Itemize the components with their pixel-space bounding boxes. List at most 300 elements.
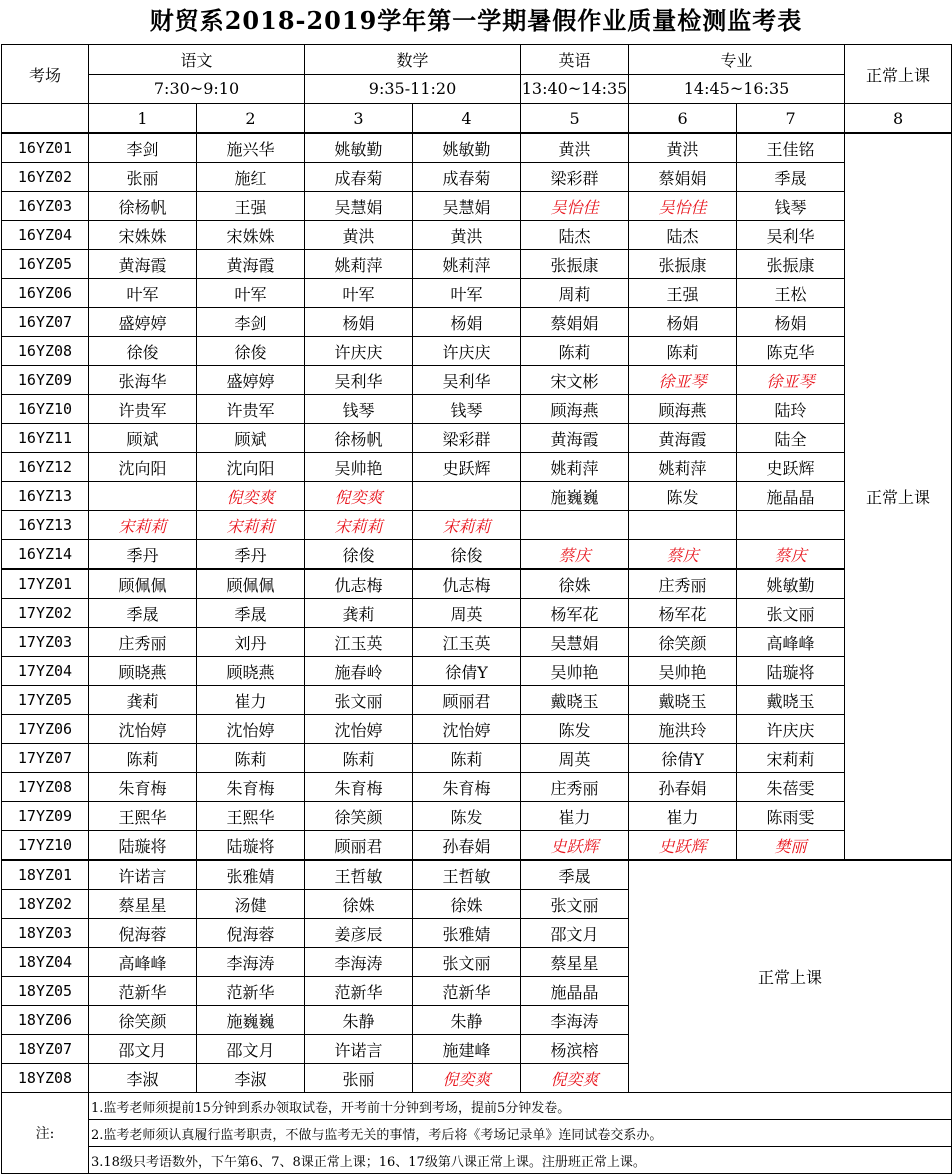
- proctor-cell: 朱育梅: [89, 773, 197, 802]
- proctor-cell: 张振康: [629, 250, 737, 279]
- subject-chinese: 语文: [89, 45, 305, 75]
- proctor-cell: 姚莉萍: [629, 453, 737, 482]
- room-code: 18YZ05: [2, 977, 89, 1006]
- proctor-cell: 施巍巍: [197, 1006, 305, 1035]
- proctor-cell: 沈向阳: [89, 453, 197, 482]
- room-code: 18YZ07: [2, 1035, 89, 1064]
- proctor-cell: 季晟: [197, 599, 305, 628]
- table-row: [2, 686, 952, 715]
- proctor-cell: 陈莉: [305, 744, 413, 773]
- room-code: 17YZ10: [2, 831, 89, 861]
- room-code: 16YZ03: [2, 192, 89, 221]
- proctor-cell: 施红: [197, 163, 305, 192]
- proctor-cell: 叶军: [89, 279, 197, 308]
- proctor-cell: [413, 482, 521, 511]
- proctor-cell: 范新华: [89, 977, 197, 1006]
- proctor-cell: 顾海燕: [629, 395, 737, 424]
- table-row: [2, 453, 952, 482]
- proctor-cell: 范新华: [305, 977, 413, 1006]
- proctor-cell: 许庆庆: [413, 337, 521, 366]
- proctor-cell: 徐亚琴: [737, 366, 845, 395]
- table-row: [2, 802, 952, 831]
- table-row: [2, 744, 952, 773]
- proctor-cell: 吴帅艳: [305, 453, 413, 482]
- table-row: [2, 308, 952, 337]
- proctor-cell: 陆璇将: [89, 831, 197, 861]
- period-number: 8: [845, 104, 952, 134]
- proctor-cell: 吴利华: [305, 366, 413, 395]
- proctor-cell: 姚敏勤: [413, 133, 521, 163]
- proctor-cell: 宋姝姝: [89, 221, 197, 250]
- proctor-cell: 许诺言: [89, 860, 197, 890]
- proctor-cell: 倪奕爽: [413, 1064, 521, 1093]
- room-code: 16YZ13: [2, 482, 89, 511]
- proctor-cell: 沈怡婷: [413, 715, 521, 744]
- proctor-cell: 宋莉莉: [197, 511, 305, 540]
- proctor-cell: 蔡娟娟: [629, 163, 737, 192]
- proctor-cell: 沈怡婷: [197, 715, 305, 744]
- table-row: [2, 628, 952, 657]
- proctor-cell: 仇志梅: [305, 569, 413, 599]
- proctor-cell: 王熙华: [89, 802, 197, 831]
- proctor-cell: 陈发: [413, 802, 521, 831]
- proctor-cell: 张海华: [89, 366, 197, 395]
- proctor-cell: 庄秀丽: [629, 569, 737, 599]
- table-row: [2, 540, 952, 570]
- proctor-cell: 施建峰: [413, 1035, 521, 1064]
- table-row: [2, 250, 952, 279]
- proctor-cell: 季丹: [197, 540, 305, 570]
- proctor-cell: 李海涛: [197, 948, 305, 977]
- proctor-cell: 顾佩佩: [197, 569, 305, 599]
- proctor-cell: 徐姝: [521, 569, 629, 599]
- subject-major: 专业: [629, 45, 845, 75]
- proctor-cell: 吴帅艳: [629, 657, 737, 686]
- proctor-cell: 顾斌: [89, 424, 197, 453]
- proctor-cell: 徐姝: [413, 890, 521, 919]
- proctor-cell: 李海涛: [305, 948, 413, 977]
- proctor-cell: 倪海蓉: [197, 919, 305, 948]
- proctor-cell: [629, 511, 737, 540]
- subject-math: 数学: [305, 45, 521, 75]
- proctor-cell: 张文丽: [521, 890, 629, 919]
- room-code: 16YZ04: [2, 221, 89, 250]
- proctor-cell: 徐笑颜: [629, 628, 737, 657]
- table-row: [2, 831, 952, 861]
- proctor-cell: 张文丽: [413, 948, 521, 977]
- proctor-cell: 张雅婧: [197, 860, 305, 890]
- proctor-cell: 徐杨帆: [89, 192, 197, 221]
- proctor-cell: 钱琴: [413, 395, 521, 424]
- proctor-cell: 徐姝: [305, 890, 413, 919]
- proctor-cell: 许庆庆: [305, 337, 413, 366]
- proctor-cell: 叶军: [197, 279, 305, 308]
- proctor-cell: 顾晓燕: [197, 657, 305, 686]
- table-row: [2, 221, 952, 250]
- proctor-cell: 朱育梅: [197, 773, 305, 802]
- period-number: 1: [89, 104, 197, 134]
- room-code: 17YZ05: [2, 686, 89, 715]
- proctor-cell: 张丽: [89, 163, 197, 192]
- proctor-cell: 杨军花: [521, 599, 629, 628]
- proctor-cell: 姚莉萍: [413, 250, 521, 279]
- table-row: [2, 337, 952, 366]
- table-row: [2, 860, 952, 890]
- proctor-cell: 顾丽君: [413, 686, 521, 715]
- proctor-cell: 黄海霞: [629, 424, 737, 453]
- proctor-cell: 沈怡婷: [89, 715, 197, 744]
- proctor-cell: 季晟: [737, 163, 845, 192]
- table-row: [2, 395, 952, 424]
- proctor-cell: 史跃辉: [413, 453, 521, 482]
- room-code: 18YZ04: [2, 948, 89, 977]
- proctor-cell: 徐笑颜: [305, 802, 413, 831]
- proctor-table: [1, 44, 952, 1174]
- proctor-cell: 杨娟: [737, 308, 845, 337]
- table-row: [2, 133, 952, 163]
- proctor-cell: 汤健: [197, 890, 305, 919]
- proctor-cell: 戴晓玉: [737, 686, 845, 715]
- period-number: 2: [197, 104, 305, 134]
- room-code: 18YZ06: [2, 1006, 89, 1035]
- proctor-cell: 戴晓玉: [629, 686, 737, 715]
- table-body: [2, 133, 952, 1093]
- proctor-cell: 黄洪: [413, 221, 521, 250]
- proctor-cell: 姚莉萍: [521, 453, 629, 482]
- room-code: 16YZ09: [2, 366, 89, 395]
- page-title: 财贸系2018-2019学年第一学期暑假作业质量检测监考表: [149, 6, 803, 35]
- proctor-cell: 徐倩Y: [413, 657, 521, 686]
- proctor-cell: 施晶晶: [521, 977, 629, 1006]
- proctor-cell: [521, 511, 629, 540]
- proctor-cell: 倪海蓉: [89, 919, 197, 948]
- room-header: 考场: [2, 45, 89, 104]
- notes-label: 注:: [2, 1093, 89, 1174]
- proctor-cell: 陆玲: [737, 395, 845, 424]
- proctor-cell: 徐俊: [89, 337, 197, 366]
- proctor-cell: 施晶晶: [737, 482, 845, 511]
- proctor-cell: 宋莉莉: [737, 744, 845, 773]
- proctor-cell: 徐杨帆: [305, 424, 413, 453]
- proctor-cell: 陈发: [629, 482, 737, 511]
- proctor-cell: 戴晓玉: [521, 686, 629, 715]
- proctor-cell: 徐俊: [305, 540, 413, 570]
- proctor-cell: 张振康: [521, 250, 629, 279]
- proctor-cell: 朱育梅: [305, 773, 413, 802]
- table-row: [2, 163, 952, 192]
- proctor-cell: 黄洪: [629, 133, 737, 163]
- proctor-cell: 陈克华: [737, 337, 845, 366]
- table-row: [2, 773, 952, 802]
- proctor-cell: 吴怡佳: [521, 192, 629, 221]
- proctor-cell: 姚敏勤: [305, 133, 413, 163]
- proctor-cell: 蔡庆: [629, 540, 737, 570]
- proctor-cell: 邵文月: [521, 919, 629, 948]
- proctor-cell: 顾斌: [197, 424, 305, 453]
- table-row: [2, 715, 952, 744]
- proctor-cell: 徐笑颜: [89, 1006, 197, 1035]
- proctor-cell: 朱静: [413, 1006, 521, 1035]
- room-code: 17YZ06: [2, 715, 89, 744]
- table-row: [2, 511, 952, 540]
- proctor-cell: 许贵军: [197, 395, 305, 424]
- room-code: 16YZ14: [2, 540, 89, 570]
- proctor-cell: 顾晓燕: [89, 657, 197, 686]
- time-chinese: 7:30~9:10: [89, 74, 305, 104]
- proctor-cell: 孙春娟: [629, 773, 737, 802]
- proctor-cell: 陈莉: [629, 337, 737, 366]
- proctor-cell: 蔡星星: [521, 948, 629, 977]
- table-row: [2, 569, 952, 599]
- room-code: 16YZ07: [2, 308, 89, 337]
- note-item: 2.监考老师须认真履行监考职责，不做与监考无关的事情，考后将《考场记录单》连同试卷交系办。: [89, 1120, 952, 1147]
- room-code: 17YZ07: [2, 744, 89, 773]
- proctor-cell: 朱静: [305, 1006, 413, 1035]
- room-code: 17YZ08: [2, 773, 89, 802]
- proctor-cell: 仇志梅: [413, 569, 521, 599]
- proctor-cell: 王熙华: [197, 802, 305, 831]
- table-row: [2, 279, 952, 308]
- table-row: [2, 366, 952, 395]
- proctor-cell: 史跃辉: [521, 831, 629, 861]
- proctor-cell: 陈雨雯: [737, 802, 845, 831]
- proctor-cell: 史跃辉: [629, 831, 737, 861]
- period-number: 4: [413, 104, 521, 134]
- proctor-cell: 徐亚琴: [629, 366, 737, 395]
- proctor-cell: 施洪玲: [629, 715, 737, 744]
- proctor-cell: 李海涛: [521, 1006, 629, 1035]
- proctor-cell: 吴利华: [737, 221, 845, 250]
- proctor-cell: 江玉英: [413, 628, 521, 657]
- proctor-cell: 宋莉莉: [305, 511, 413, 540]
- proctor-cell: 黄海霞: [197, 250, 305, 279]
- proctor-cell: 宋莉莉: [413, 511, 521, 540]
- proctor-cell: 周英: [413, 599, 521, 628]
- proctor-cell: 倪奕爽: [305, 482, 413, 511]
- proctor-cell: 季晟: [521, 860, 629, 890]
- proctor-cell: 张雅婧: [413, 919, 521, 948]
- proctor-cell: 倪奕爽: [197, 482, 305, 511]
- proctor-cell: 季晟: [89, 599, 197, 628]
- proctor-cell: 王强: [629, 279, 737, 308]
- proctor-cell: 叶军: [305, 279, 413, 308]
- proctor-cell: 陈莉: [197, 744, 305, 773]
- proctor-cell: 姚敏勤: [737, 569, 845, 599]
- room-code: 16YZ08: [2, 337, 89, 366]
- proctor-cell: [737, 511, 845, 540]
- proctor-cell: 许贵军: [89, 395, 197, 424]
- proctor-cell: 蔡庆: [521, 540, 629, 570]
- proctor-cell: 顾海燕: [521, 395, 629, 424]
- proctor-cell: 张文丽: [737, 599, 845, 628]
- proctor-cell: 宋莉莉: [89, 511, 197, 540]
- table-row: [2, 424, 952, 453]
- room-code: 16YZ11: [2, 424, 89, 453]
- proctor-cell: 盛婷婷: [89, 308, 197, 337]
- proctor-cell: 黄海霞: [521, 424, 629, 453]
- note-item: 1.监考老师须提前15分钟到系办领取试卷，开考前十分钟到考场，提前5分钟发卷。: [89, 1093, 952, 1120]
- proctor-cell: 徐倩Y: [629, 744, 737, 773]
- time-math: 9:35-11:20: [305, 74, 521, 104]
- room-code: 16YZ13: [2, 511, 89, 540]
- time-english: 13:40~14:35: [521, 74, 629, 104]
- proctor-cell: 陈莉: [413, 744, 521, 773]
- proctor-cell: 陈发: [521, 715, 629, 744]
- proctor-cell: 王哲敏: [305, 860, 413, 890]
- proctor-cell: 张振康: [737, 250, 845, 279]
- proctor-cell: 邵文月: [89, 1035, 197, 1064]
- normal-class-header: 正常上课: [845, 45, 952, 104]
- proctor-cell: 沈怡婷: [305, 715, 413, 744]
- period-blank: [2, 104, 89, 134]
- proctor-cell: 孙春娟: [413, 831, 521, 861]
- period-number: 5: [521, 104, 629, 134]
- proctor-cell: 梁彩群: [521, 163, 629, 192]
- proctor-cell: 陈莉: [521, 337, 629, 366]
- proctor-cell: 杨娟: [629, 308, 737, 337]
- proctor-cell: 高峰峰: [737, 628, 845, 657]
- proctor-cell: 顾丽君: [305, 831, 413, 861]
- proctor-cell: 沈向阳: [197, 453, 305, 482]
- proctor-cell: 朱蓓雯: [737, 773, 845, 802]
- proctor-cell: 吴怡佳: [629, 192, 737, 221]
- proctor-cell: 樊丽: [737, 831, 845, 861]
- proctor-cell: 施春岭: [305, 657, 413, 686]
- room-code: 18YZ01: [2, 860, 89, 890]
- normal-class-cell: 正常上课: [845, 133, 952, 860]
- proctor-cell: 崔力: [521, 802, 629, 831]
- proctor-cell: 蔡星星: [89, 890, 197, 919]
- period-number: 3: [305, 104, 413, 134]
- proctor-cell: 宋文彬: [521, 366, 629, 395]
- proctor-cell: 吴慧娟: [413, 192, 521, 221]
- room-code: 16YZ02: [2, 163, 89, 192]
- proctor-cell: 许庆庆: [737, 715, 845, 744]
- proctor-cell: 陆杰: [521, 221, 629, 250]
- proctor-cell: 杨军花: [629, 599, 737, 628]
- proctor-cell: 盛婷婷: [197, 366, 305, 395]
- proctor-cell: 周英: [521, 744, 629, 773]
- proctor-cell: [89, 482, 197, 511]
- room-code: 18YZ02: [2, 890, 89, 919]
- proctor-cell: 李剑: [89, 133, 197, 163]
- proctor-cell: 宋姝姝: [197, 221, 305, 250]
- room-code: 16YZ12: [2, 453, 89, 482]
- proctor-cell: 蔡娟娟: [521, 308, 629, 337]
- proctor-cell: 徐俊: [197, 337, 305, 366]
- period-number: 7: [737, 104, 845, 134]
- proctor-cell: 蔡庆: [737, 540, 845, 570]
- time-major: 14:45~16:35: [629, 74, 845, 104]
- room-code: 17YZ09: [2, 802, 89, 831]
- proctor-cell: 庄秀丽: [521, 773, 629, 802]
- proctor-cell: 许诺言: [305, 1035, 413, 1064]
- proctor-cell: 姚莉萍: [305, 250, 413, 279]
- proctor-cell: 杨滨榕: [521, 1035, 629, 1064]
- proctor-cell: 范新华: [197, 977, 305, 1006]
- proctor-cell: 顾佩佩: [89, 569, 197, 599]
- table-row: [2, 599, 952, 628]
- proctor-cell: 杨娟: [305, 308, 413, 337]
- room-code: 17YZ03: [2, 628, 89, 657]
- proctor-cell: 王强: [197, 192, 305, 221]
- proctor-cell: 黄洪: [521, 133, 629, 163]
- proctor-cell: 江玉英: [305, 628, 413, 657]
- normal-class-cell: 正常上课: [629, 860, 952, 1093]
- proctor-cell: 杨娟: [413, 308, 521, 337]
- proctor-cell: 季丹: [89, 540, 197, 570]
- proctor-cell: 崔力: [197, 686, 305, 715]
- room-code: 18YZ03: [2, 919, 89, 948]
- proctor-cell: 史跃辉: [737, 453, 845, 482]
- proctor-cell: 黄洪: [305, 221, 413, 250]
- proctor-cell: 王佳铭: [737, 133, 845, 163]
- proctor-cell: 王松: [737, 279, 845, 308]
- proctor-cell: 陈莉: [89, 744, 197, 773]
- proctor-cell: 吴帅艳: [521, 657, 629, 686]
- proctor-cell: 陆璇将: [197, 831, 305, 861]
- room-code: 17YZ01: [2, 569, 89, 599]
- proctor-cell: 梁彩群: [413, 424, 521, 453]
- proctor-cell: 钱琴: [737, 192, 845, 221]
- proctor-cell: 李淑: [89, 1064, 197, 1093]
- proctor-cell: 张文丽: [305, 686, 413, 715]
- proctor-cell: 周莉: [521, 279, 629, 308]
- proctor-cell: 徐俊: [413, 540, 521, 570]
- proctor-cell: 龚莉: [305, 599, 413, 628]
- proctor-cell: 范新华: [413, 977, 521, 1006]
- proctor-cell: 邵文月: [197, 1035, 305, 1064]
- proctor-cell: 李剑: [197, 308, 305, 337]
- proctor-cell: 吴利华: [413, 366, 521, 395]
- table-row: [2, 192, 952, 221]
- proctor-cell: 施兴华: [197, 133, 305, 163]
- proctor-cell: 成春菊: [413, 163, 521, 192]
- table-row: [2, 657, 952, 686]
- proctor-cell: 倪奕爽: [521, 1064, 629, 1093]
- proctor-cell: 黄海霞: [89, 250, 197, 279]
- proctor-cell: 崔力: [629, 802, 737, 831]
- note-item: 3.18级只考语数外，下午第6、7、8课正常上课；16、17级第八课正常上课。注册班正常上课。: [89, 1147, 952, 1174]
- room-code: 17YZ04: [2, 657, 89, 686]
- proctor-cell: 吴慧娟: [305, 192, 413, 221]
- proctor-cell: 张丽: [305, 1064, 413, 1093]
- proctor-cell: 陆璇将: [737, 657, 845, 686]
- room-code: 16YZ05: [2, 250, 89, 279]
- proctor-cell: 叶军: [413, 279, 521, 308]
- room-code: 17YZ02: [2, 599, 89, 628]
- proctor-cell: 成春菊: [305, 163, 413, 192]
- proctor-cell: 王哲敏: [413, 860, 521, 890]
- subject-english: 英语: [521, 45, 629, 75]
- proctor-cell: 陆全: [737, 424, 845, 453]
- proctor-cell: 陆杰: [629, 221, 737, 250]
- proctor-cell: 姜彦辰: [305, 919, 413, 948]
- proctor-cell: 高峰峰: [89, 948, 197, 977]
- proctor-cell: 庄秀丽: [89, 628, 197, 657]
- proctor-cell: 钱琴: [305, 395, 413, 424]
- proctor-cell: 朱育梅: [413, 773, 521, 802]
- room-code: 18YZ08: [2, 1064, 89, 1093]
- room-code: 16YZ10: [2, 395, 89, 424]
- table-row: [2, 482, 952, 511]
- room-code: 16YZ06: [2, 279, 89, 308]
- proctor-cell: 施巍巍: [521, 482, 629, 511]
- room-code: 16YZ01: [2, 133, 89, 163]
- proctor-cell: 李淑: [197, 1064, 305, 1093]
- period-number: 6: [629, 104, 737, 134]
- proctor-cell: 龚莉: [89, 686, 197, 715]
